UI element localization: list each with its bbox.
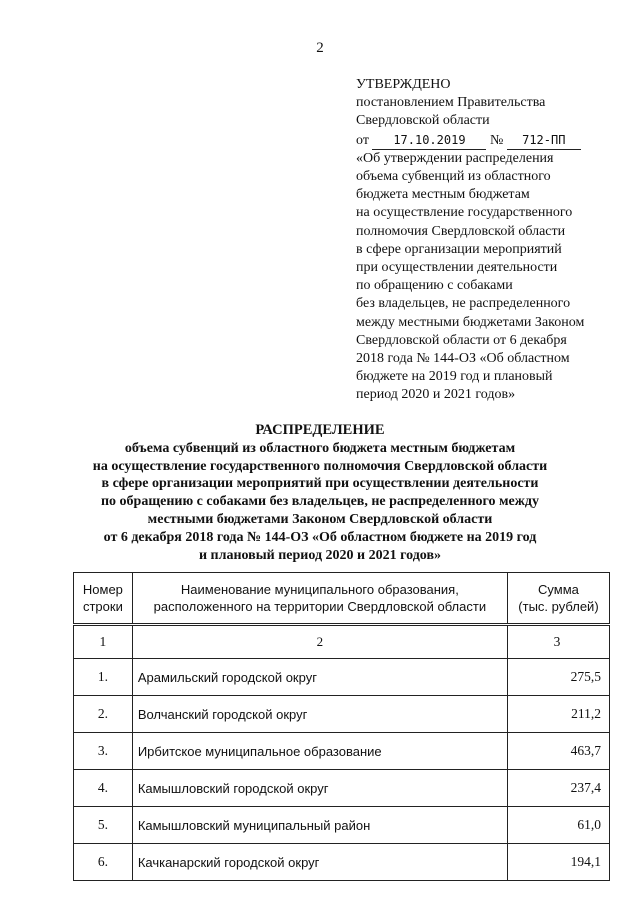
header-municipality xyxy=(132,573,507,625)
column-number: 1 xyxy=(74,625,133,659)
approval-line: между местными бюджетами Законом xyxy=(356,314,585,330)
header-text: расположенного на территории Свердловской области xyxy=(153,599,487,614)
column-number: 2 xyxy=(132,625,507,659)
subsidy-sum: 237,4 xyxy=(507,770,609,807)
table-row xyxy=(74,770,610,807)
municipality-name: Ирбитское муниципальное образование xyxy=(132,733,507,770)
header-text: строки xyxy=(82,599,123,614)
header-text: Номер xyxy=(82,582,123,597)
subsidy-sum: 463,7 xyxy=(507,733,609,770)
distribution-table xyxy=(73,572,610,881)
approval-line: бюджете на 2019 год и плановый xyxy=(356,369,553,385)
approval-line: Свердловской области xyxy=(356,113,490,129)
column-number: 3 xyxy=(507,625,609,659)
decree-date-line xyxy=(356,131,626,150)
decree-number: 712-ПП xyxy=(507,131,581,150)
header-row-number xyxy=(74,573,133,625)
document-title: РАСПРЕДЕЛЕНИЕ xyxy=(255,422,385,438)
heading-line: от 6 декабря 2018 года № 144-ОЗ «Об областном бюджете на 2019 год xyxy=(103,529,537,545)
approval-line: объема субвенций из областного xyxy=(356,169,551,185)
heading-line: на осуществление государственного полномочия Свердловской области xyxy=(92,458,548,474)
table-row xyxy=(74,733,610,770)
heading-line: в сфере организации мероприятий при осуществлении деятельности xyxy=(101,476,539,492)
table-row xyxy=(74,844,610,881)
approval-line: Свердловской области от 6 декабря xyxy=(356,332,567,348)
document-heading xyxy=(80,422,560,564)
row-number: 3. xyxy=(74,733,133,770)
table-row xyxy=(74,807,610,844)
header-text: Наименование муниципального образования, xyxy=(180,582,459,597)
header-text: Сумма xyxy=(538,582,579,597)
approval-line: постановлением Правительства xyxy=(356,95,546,111)
approval-line: «Об утверждении распределения xyxy=(356,150,554,166)
heading-line: местными бюджетами Законом Свердловской области xyxy=(147,511,493,527)
approval-line: без владельцев, не распределенного xyxy=(356,296,571,312)
date-prefix: от xyxy=(356,132,369,148)
approval-line: УТВЕРЖДЕНО xyxy=(356,77,451,92)
subsidy-sum: 61,0 xyxy=(507,807,609,844)
municipality-name: Арамильский городской округ xyxy=(132,659,507,696)
approval-block xyxy=(356,76,626,405)
approval-line: бюджета местным бюджетам xyxy=(356,187,530,203)
table-row xyxy=(74,696,610,733)
page-number: 2 xyxy=(316,40,324,56)
row-number: 5. xyxy=(74,807,133,844)
number-prefix: № xyxy=(489,132,504,148)
municipality-name: Камышловский муниципальный район xyxy=(132,807,507,844)
heading-line: объема субвенций из областного бюджета местным бюджетам xyxy=(124,440,516,456)
approval-line: в сфере организации мероприятий xyxy=(356,241,562,257)
approval-line: на осуществление государственного xyxy=(356,205,573,221)
approval-line: 2018 года № 144-ОЗ «Об областном xyxy=(356,351,570,367)
table-row xyxy=(74,659,610,696)
heading-line: по обращению с собаками без владельцев, не распределенного между xyxy=(100,494,540,510)
subsidy-sum: 211,2 xyxy=(507,696,609,733)
header-sum xyxy=(507,573,609,625)
approval-line: по обращению с собаками xyxy=(356,278,513,294)
approval-line: период 2020 и 2021 годов» xyxy=(356,387,516,403)
table-header-row xyxy=(74,573,610,625)
approval-line: полномочия Свердловской области xyxy=(356,223,566,239)
row-number: 2. xyxy=(74,696,133,733)
row-number: 6. xyxy=(74,844,133,881)
row-number: 4. xyxy=(74,770,133,807)
heading-line: и плановый период 2020 и 2021 годов» xyxy=(198,547,442,563)
approval-line: при осуществлении деятельности xyxy=(356,260,558,276)
municipality-name: Камышловский городской округ xyxy=(132,770,507,807)
municipality-name: Волчанский городской округ xyxy=(132,696,507,733)
header-text: (тыс. рублей) xyxy=(518,599,599,614)
subsidy-sum: 275,5 xyxy=(507,659,609,696)
row-number: 1. xyxy=(74,659,133,696)
subsidy-sum: 194,1 xyxy=(507,844,609,881)
column-numbers-row xyxy=(74,625,610,659)
municipality-name: Качканарский городской округ xyxy=(132,844,507,881)
decree-date: 17.10.2019 xyxy=(372,131,486,150)
